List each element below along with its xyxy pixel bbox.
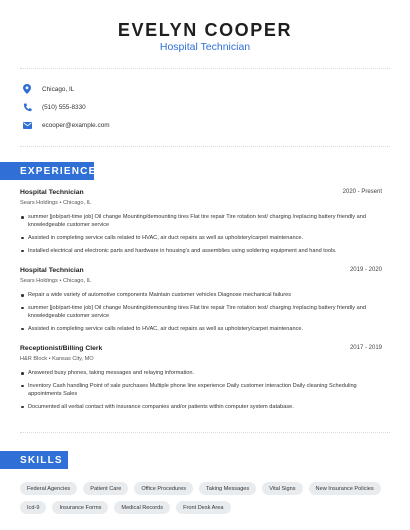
skills-heading: SKILLS xyxy=(0,451,68,469)
job-bullet: Repair a wide variety of automotive components Maintain customer vehicles Diagnose mechanical failures xyxy=(20,291,390,299)
contact-phone-text: (510) 555-8330 xyxy=(42,103,86,111)
mail-icon xyxy=(22,120,32,130)
map-pin-icon xyxy=(22,84,32,94)
divider xyxy=(20,432,390,433)
job-entry xyxy=(20,345,390,415)
skill-chip: Insurance Forms xyxy=(52,501,108,514)
job-bullets xyxy=(20,291,390,333)
experience-heading: EXPERIENCE xyxy=(0,162,94,180)
skill-chip: Patient Care xyxy=(83,482,128,495)
job-bullet: summer [job/part-time job] Oil change Mounting/demounting tires Flat tire repair Tire rotation test/ charging /replacing battery friendly and knowledgeable customer service xyxy=(20,213,390,229)
job-bullets xyxy=(20,369,390,411)
job-bullet: Documented all verbal contact with insurance companies and/or patients within computer system database. xyxy=(20,403,390,411)
skill-chip: Vital Signs xyxy=(262,482,302,495)
job-company: Sears Holdings • Chicago, IL xyxy=(20,278,92,284)
job-title: Receptionist/Billing Clerk xyxy=(20,345,103,352)
job-bullet: Inventory Cash handling Point of sale purchases Multiple phone line experience Daily customer interaction Daily cleaning Scheduling appointments Sales xyxy=(20,382,390,398)
skill-chip: Medical Records xyxy=(114,501,170,514)
skills-list xyxy=(20,482,390,514)
contact-email-text: ecooper@example.com xyxy=(42,121,110,129)
contact-email xyxy=(22,118,322,132)
contact-location xyxy=(22,82,322,96)
skill-chip: Front Desk Area xyxy=(176,501,230,514)
job-dates: 2020 - Present xyxy=(342,189,382,195)
contact-location-text: Chicago, IL xyxy=(42,85,75,93)
contact-phone xyxy=(22,100,322,114)
job-entry xyxy=(20,189,390,259)
job-bullet: summer [job/part-time job] Oil change Mounting/demounting tires Flat tire repair Tire rotation test/ charging /replacing battery friendly and knowledgeable customer service xyxy=(20,304,390,320)
skill-chip: Taking Messages xyxy=(199,482,256,495)
name-heading: EVELYN COOPER xyxy=(117,20,293,40)
job-bullet: Answered busy phones, taking messages and relaying information. xyxy=(20,369,390,377)
skill-chip: Federal Agencies xyxy=(20,482,77,495)
job-bullets xyxy=(20,213,390,255)
job-company: H&R Block • Kansas City, MO xyxy=(20,356,94,362)
divider xyxy=(20,68,390,69)
phone-icon xyxy=(22,102,32,112)
job-company: Sears Holdings • Chicago, IL xyxy=(20,200,92,206)
job-bullet: Assisted in completing service calls related to HVAC, air duct repairs as well as upholstery/carpet maintenance. xyxy=(20,234,390,242)
skill-chip: Office Procedures xyxy=(134,482,193,495)
job-title: Hospital Technician xyxy=(20,267,84,274)
job-title: Hospital Technician xyxy=(20,189,84,196)
job-entry xyxy=(20,267,390,337)
skill-chip: New Insurance Policies xyxy=(309,482,381,495)
job-bullet: Installed electrical and electronic parts and hardware in housing's and assemblies using soldering equipment and hand tools. xyxy=(20,247,390,255)
divider xyxy=(20,146,390,147)
skill-chip: Icd-9 xyxy=(20,501,46,514)
job-dates: 2019 - 2020 xyxy=(349,267,382,273)
job-bullet: Assisted in completing service calls related to HVAC, air duct repairs as well as upholstery/carpet maintenance. xyxy=(20,325,390,333)
job-title-subheading: Hospital Technician xyxy=(159,41,251,53)
job-dates: 2017 - 2019 xyxy=(349,345,382,351)
